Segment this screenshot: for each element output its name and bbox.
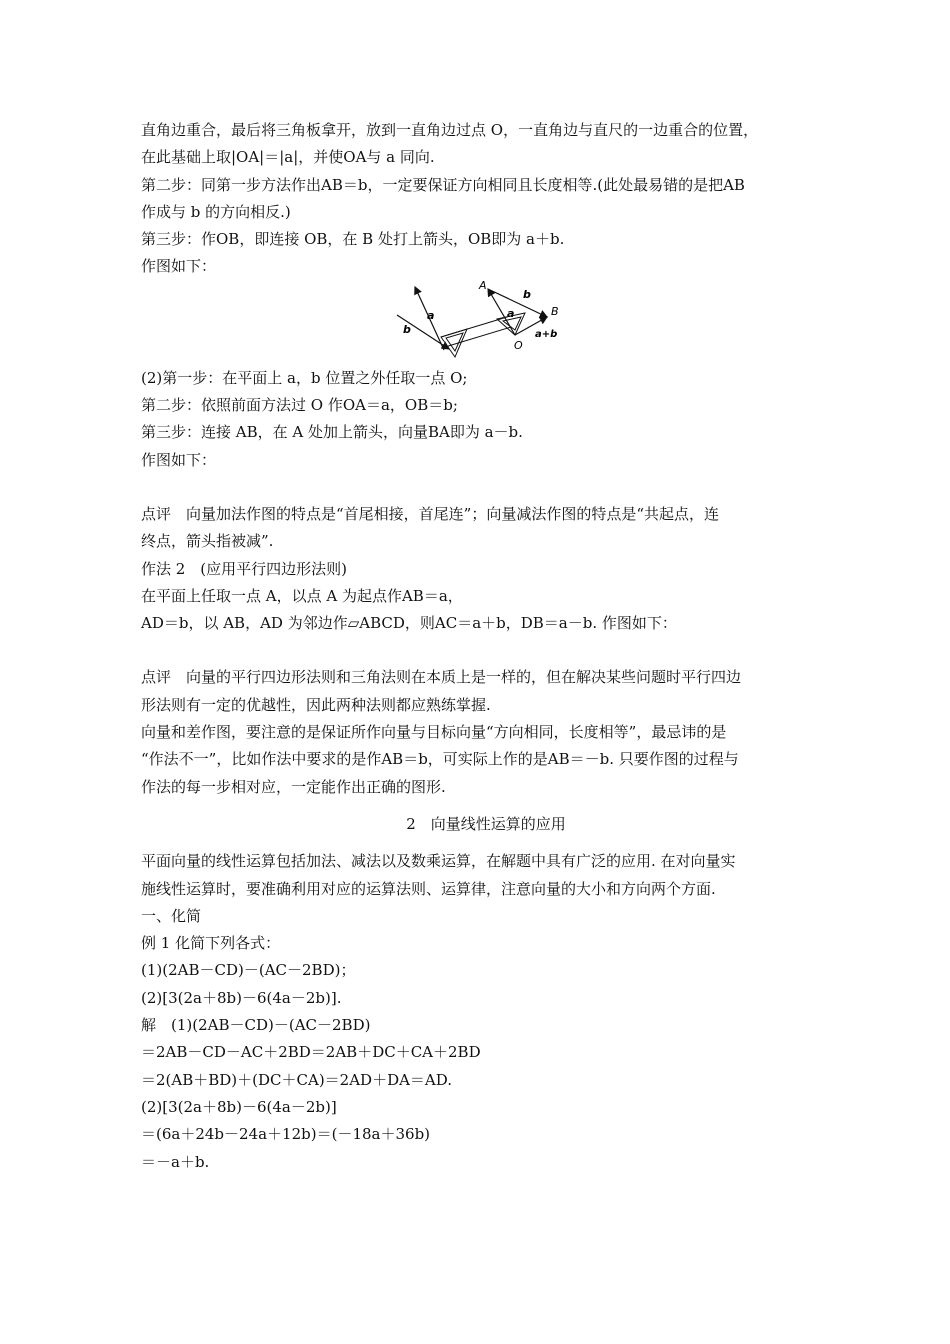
paragraph-section2 bbox=[141, 848, 831, 1176]
label-a-plus-b: a+b bbox=[535, 328, 558, 340]
text-line: 第三步：作OB，即连接 OB，在 B 处打上箭头，OB即为 a＋b. bbox=[141, 230, 565, 249]
text-line: 作法的每一步相对应，一定能作出正确的图形. bbox=[141, 777, 446, 796]
label-B: B bbox=[551, 304, 559, 318]
label-b-free: b bbox=[403, 322, 411, 336]
text-line: “作法不一”，比如作法中要求的是作AB＝b，可实际上作的是AB＝－b. 只要作图的过程与 bbox=[141, 750, 739, 769]
text-line: 解 (1)(2AB－CD)－(AC－2BD) bbox=[141, 1016, 371, 1035]
text-line: 施线性运算时，要准确利用对应的运算法则、运算律，注意向量的大小和方向两个方面. bbox=[141, 879, 716, 898]
paragraph-step1-continued bbox=[141, 117, 831, 281]
document-page bbox=[141, 117, 831, 1176]
section-title: 2 向量线性运算的应用 bbox=[406, 814, 566, 833]
text-line: (2)[3(2a＋8b)－6(4a－2b)] bbox=[141, 1097, 337, 1116]
text-line: ＝2AB－CD－AC＋2BD＝2AB＋DC＋CA＋2BD bbox=[141, 1043, 481, 1062]
text-line: 作图如下： bbox=[141, 450, 217, 469]
label-A: A bbox=[479, 278, 487, 292]
ruler-edge-2 bbox=[445, 327, 511, 347]
text-line: 向量和差作图，要注意的是保证所作向量与目标向量“方向相同，长度相等”，最忌讳的是 bbox=[141, 723, 727, 742]
text-line: ＝－a＋b. bbox=[141, 1152, 210, 1171]
text-line: 第二步：同第一步方法作出AB＝b，一定要保证方向相同且长度相等.(此处最易错的是把AB bbox=[141, 175, 745, 194]
text-line: 点评 向量的平行四边形法则和三角法则在本质上是一样的，但在解决某些问题时平行四边 bbox=[141, 668, 742, 687]
text-line: 作成与 b 的方向相反.) bbox=[141, 202, 291, 221]
paragraph-review-2 bbox=[141, 664, 831, 800]
text-line: ＝2(AB＋BD)＋(DC＋CA)＝2AD＋DA＝AD. bbox=[141, 1070, 453, 1089]
text-line: 例 1 化简下列各式： bbox=[141, 934, 281, 953]
text-line: (2)[3(2a＋8b)－6(4a－2b)]. bbox=[141, 988, 342, 1007]
text-line: (1)(2AB－CD)－(AC－2BD)； bbox=[141, 961, 356, 980]
text-line: 形法则有一定的优越性，因此两种法则都应熟练掌握. bbox=[141, 695, 491, 714]
text-line: 终点，箭头指被减”. bbox=[141, 532, 274, 551]
figure-placeholder bbox=[141, 637, 831, 664]
text-line: 作法 2 (应用平行四边形法则) bbox=[141, 559, 348, 578]
text-line: 平面向量的线性运算包括加法、减法以及数乘运算，在解题中具有广泛的应用. 在对向量实 bbox=[141, 852, 736, 871]
text-line: 作图如下： bbox=[141, 257, 217, 276]
paragraph-review-1 bbox=[141, 501, 831, 637]
label-O: O bbox=[514, 338, 523, 352]
text-line: 第三步：连接 AB，在 A 处加上箭头，向量BA即为 a－b. bbox=[141, 423, 523, 442]
figure-placeholder bbox=[141, 474, 831, 501]
text-line: 在平面上任取一点 A，以点 A 为起点作AB＝a， bbox=[141, 586, 463, 605]
text-line: AD＝b，以 AB，AD 为邻边作▱ABCD，则AC＝a＋b，DB＝a－b. 作图如下： bbox=[141, 614, 677, 633]
figure-svg bbox=[379, 277, 579, 361]
text-line: (2)第一步：在平面上 a，b 位置之外任取一点 O; bbox=[141, 368, 468, 387]
text-line: ＝(6a＋24b－24a＋12b)＝(－18a＋36b) bbox=[141, 1125, 431, 1144]
text-line: 第二步：依照前面方法过 O 作OA＝a，OB＝b; bbox=[141, 396, 458, 415]
paragraph-part2 bbox=[141, 365, 831, 474]
label-a-oa: a bbox=[507, 306, 515, 320]
text-line: 直角边重合，最后将三角板拿开，放到一直角边过点 O，一直角边与直尺的一边重合的位置， bbox=[141, 121, 759, 139]
vector-addition-figure bbox=[141, 278, 831, 365]
text-line: 点评 向量加法作图的特点是“首尾相接，首尾连”；向量减法作图的特点是“共起点，连 bbox=[141, 504, 720, 523]
label-a-free: a bbox=[427, 308, 435, 322]
text-line: 在此基础上取|OA|＝|a|，并使OA与 a 同向. bbox=[141, 148, 435, 167]
label-b-ab: b bbox=[523, 287, 531, 301]
text-line: 一、化简 bbox=[141, 906, 202, 925]
